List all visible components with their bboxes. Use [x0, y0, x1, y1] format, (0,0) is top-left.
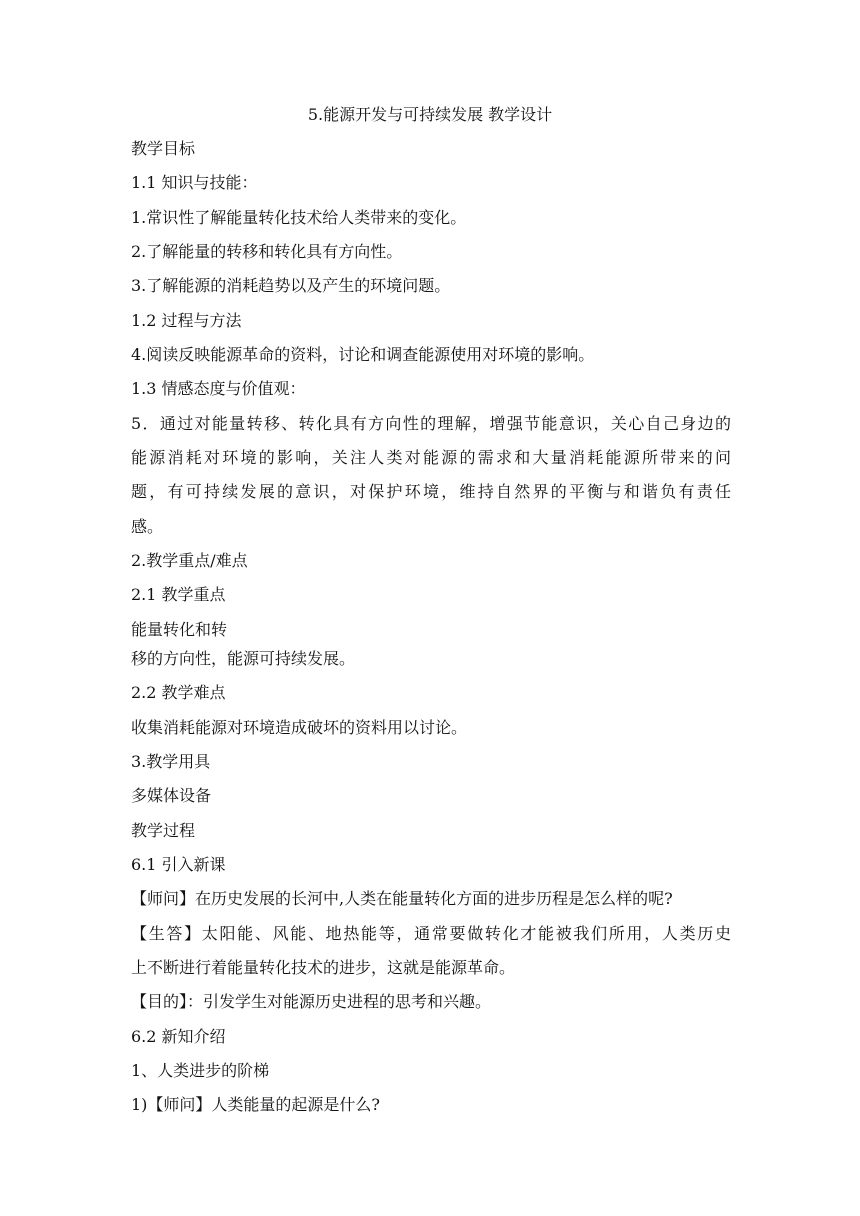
subheading-introduction: 6.1 引入新课: [131, 854, 226, 874]
subheading-process-method: 1.2 过程与方法: [131, 310, 242, 330]
teacher-question: 【师问】在历史发展的长河中,人类在能量转化方面的进步历程是怎么样的呢?: [131, 889, 673, 909]
goal-item-1: 1.常识性了解能量转化技术给人类带来的变化。: [131, 207, 467, 227]
subheading-new-knowledge: 6.2 新知介绍: [131, 1026, 226, 1046]
subheading-knowledge-skills: 1.1 知识与技能：: [131, 173, 258, 193]
subheading-key-points: 2.1 教学重点: [131, 585, 226, 605]
heading-key-difficult-points: 2.教学重点/难点: [131, 551, 248, 571]
goal-item-5-paragraph: [131, 412, 731, 539]
goal-item-4: 4.阅读反映能源革命的资料，讨论和调查能源使用对环境的影响。: [131, 345, 595, 365]
paragraph-line: 能源消耗对环境的影响，关注人类对能源的需求和大量消耗能源所带来的问: [131, 448, 731, 468]
teaching-tools-text: 多媒体设备: [131, 786, 212, 806]
heading-teaching-tools: 3.教学用具: [131, 751, 211, 771]
student-answer-paragraph: [131, 922, 731, 980]
paragraph-line: 5．通过对能量转移、转化具有方向性的理解，增强节能意识，关心自己身边的: [131, 413, 731, 433]
key-point-text-part2: 移的方向性，能源可持续发展。: [131, 648, 356, 668]
document-body: [131, 137, 731, 1128]
paragraph-line: 上不断进行着能量转化技术的进步，这就是能源革命。: [131, 957, 516, 977]
subheading-emotion-values: 1.3 情感态度与价值观：: [131, 379, 306, 399]
teacher-question-energy-origin: 1)【师问】人类能量的起源是什么?: [131, 1095, 381, 1115]
subheading-difficult-points: 2.2 教学难点: [131, 683, 226, 703]
difficult-point-text: 收集消耗能源对环境造成破坏的资料用以讨论。: [131, 717, 468, 737]
goal-item-3: 3.了解能源的消耗趋势以及产生的环境问题。: [131, 276, 451, 296]
paragraph-line: 【生答】太阳能、风能、地热能等，通常要做转化才能被我们所用，人类历史: [131, 923, 731, 943]
heading-teaching-process: 教学过程: [131, 820, 196, 840]
section-progress-ladder: 1、人类进步的阶梯: [131, 1060, 270, 1080]
document-title: 5.能源开发与可持续发展 教学设计: [307, 105, 553, 124]
heading-teaching-goals: 教学目标: [131, 139, 196, 158]
paragraph-line: 题，有可持续发展的意识，对保护环境，维持自然界的平衡与和谐负有责任: [131, 482, 731, 502]
purpose-text: 【目的】：引发学生对能源历史进程的思考和兴趣。: [131, 992, 492, 1012]
key-point-text-part1: 能量转化和转: [131, 619, 228, 639]
goal-item-2: 2.了解能量的转移和转化具有方向性。: [131, 242, 403, 262]
paragraph-line: 感。: [131, 516, 164, 536]
